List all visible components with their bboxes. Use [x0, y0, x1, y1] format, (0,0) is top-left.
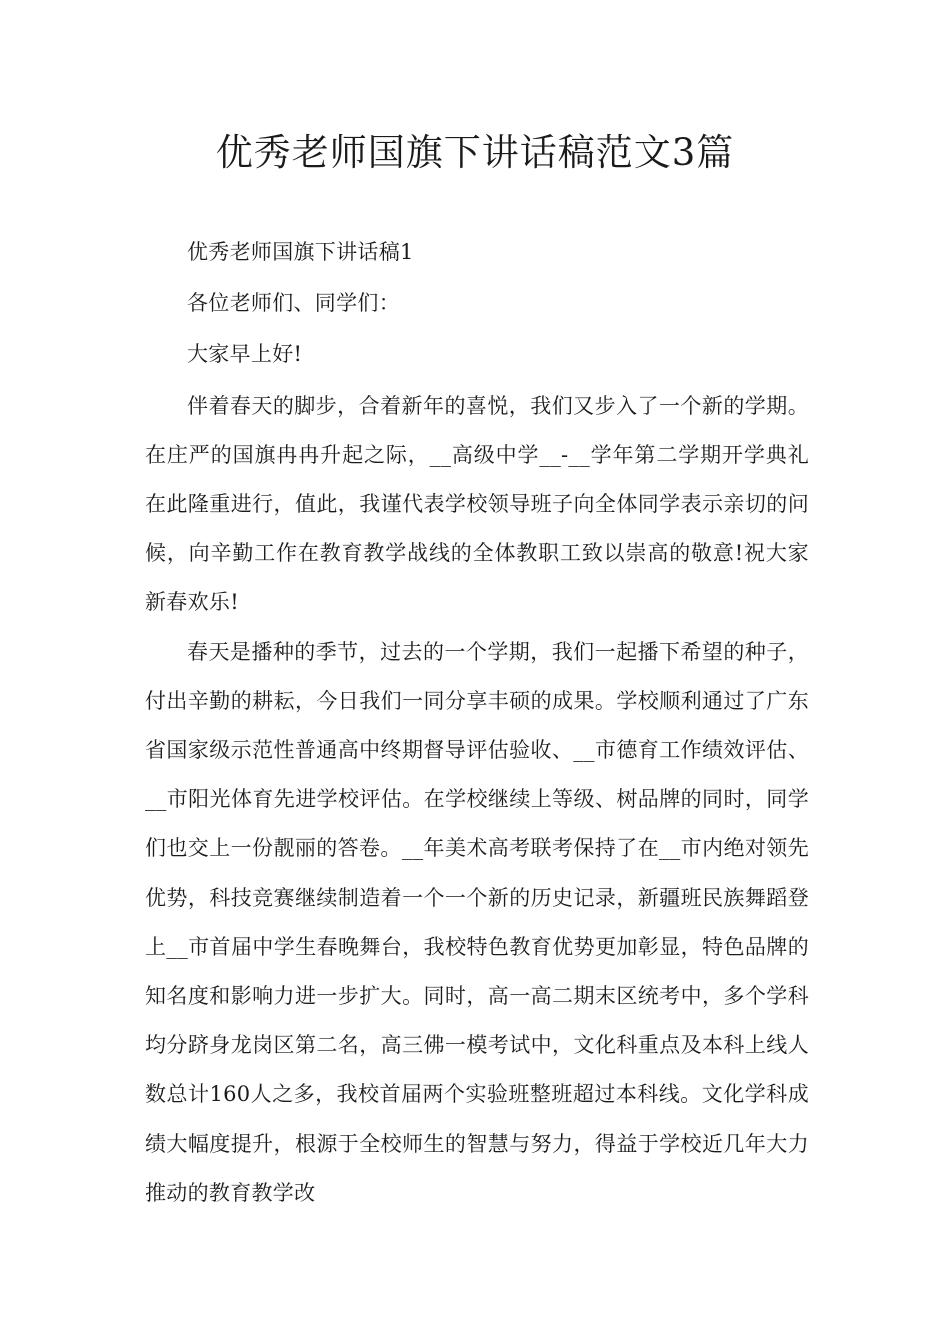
- paragraph: 伴着春天的脚步，合着新年的喜悦，我们又步入了一个新的学期。在庄严的国旗冉冉升起之际，__高级中学__-__学年第二学期开学典礼在此隆重进行，值此，我谨代表学校领导班子向全体同学表示亲切的问候，向辛勤工作在教育教学战线的全体教职工致以崇高的敬意!祝大家新春欢乐!: [145, 393, 809, 615]
- document-title: 优秀老师国旗下讲话稿范文3篇: [215, 131, 735, 174]
- salutation: 各位老师们、同学们：: [187, 291, 400, 316]
- document-body: [145, 228, 809, 1218]
- paragraph: 春天是播种的季节，过去的一个学期，我们一起播下希望的种子，付出辛勤的耕耘，今日我们一同分享丰硕的成果。学校顺利通过了广东省国家级示范性普通高中终期督导评估验收、__市德育工作绩效评估、__市阳光体育先进学校评估。在学校继续上等级、树品牌的同时，同学们也交上一份靓丽的答卷。__年美术高考联考保持了在__市内绝对领先优势，科技竞赛继续制造着一个一个新的历史记录，新疆班民族舞蹈登上__市首届中学生春晚舞台，我校特色教育优势更加彰显，特色品牌的知名度和影响力进一步扩大。同时，高一高二期末区统考中，多个学科均分跻身龙岗区第二名，高三佛一模考试中，文化科重点及本科上线人数总计160人之多，我校首届两个实验班整班超过本科线。文化学科成绩大幅度提升，根源于全校师生的智慧与努力，得益于学校近几年大力推动的教育教学改: [145, 639, 809, 1205]
- greeting: 大家早上好!: [187, 342, 303, 367]
- section-heading: 优秀老师国旗下讲话稿1: [187, 240, 414, 264]
